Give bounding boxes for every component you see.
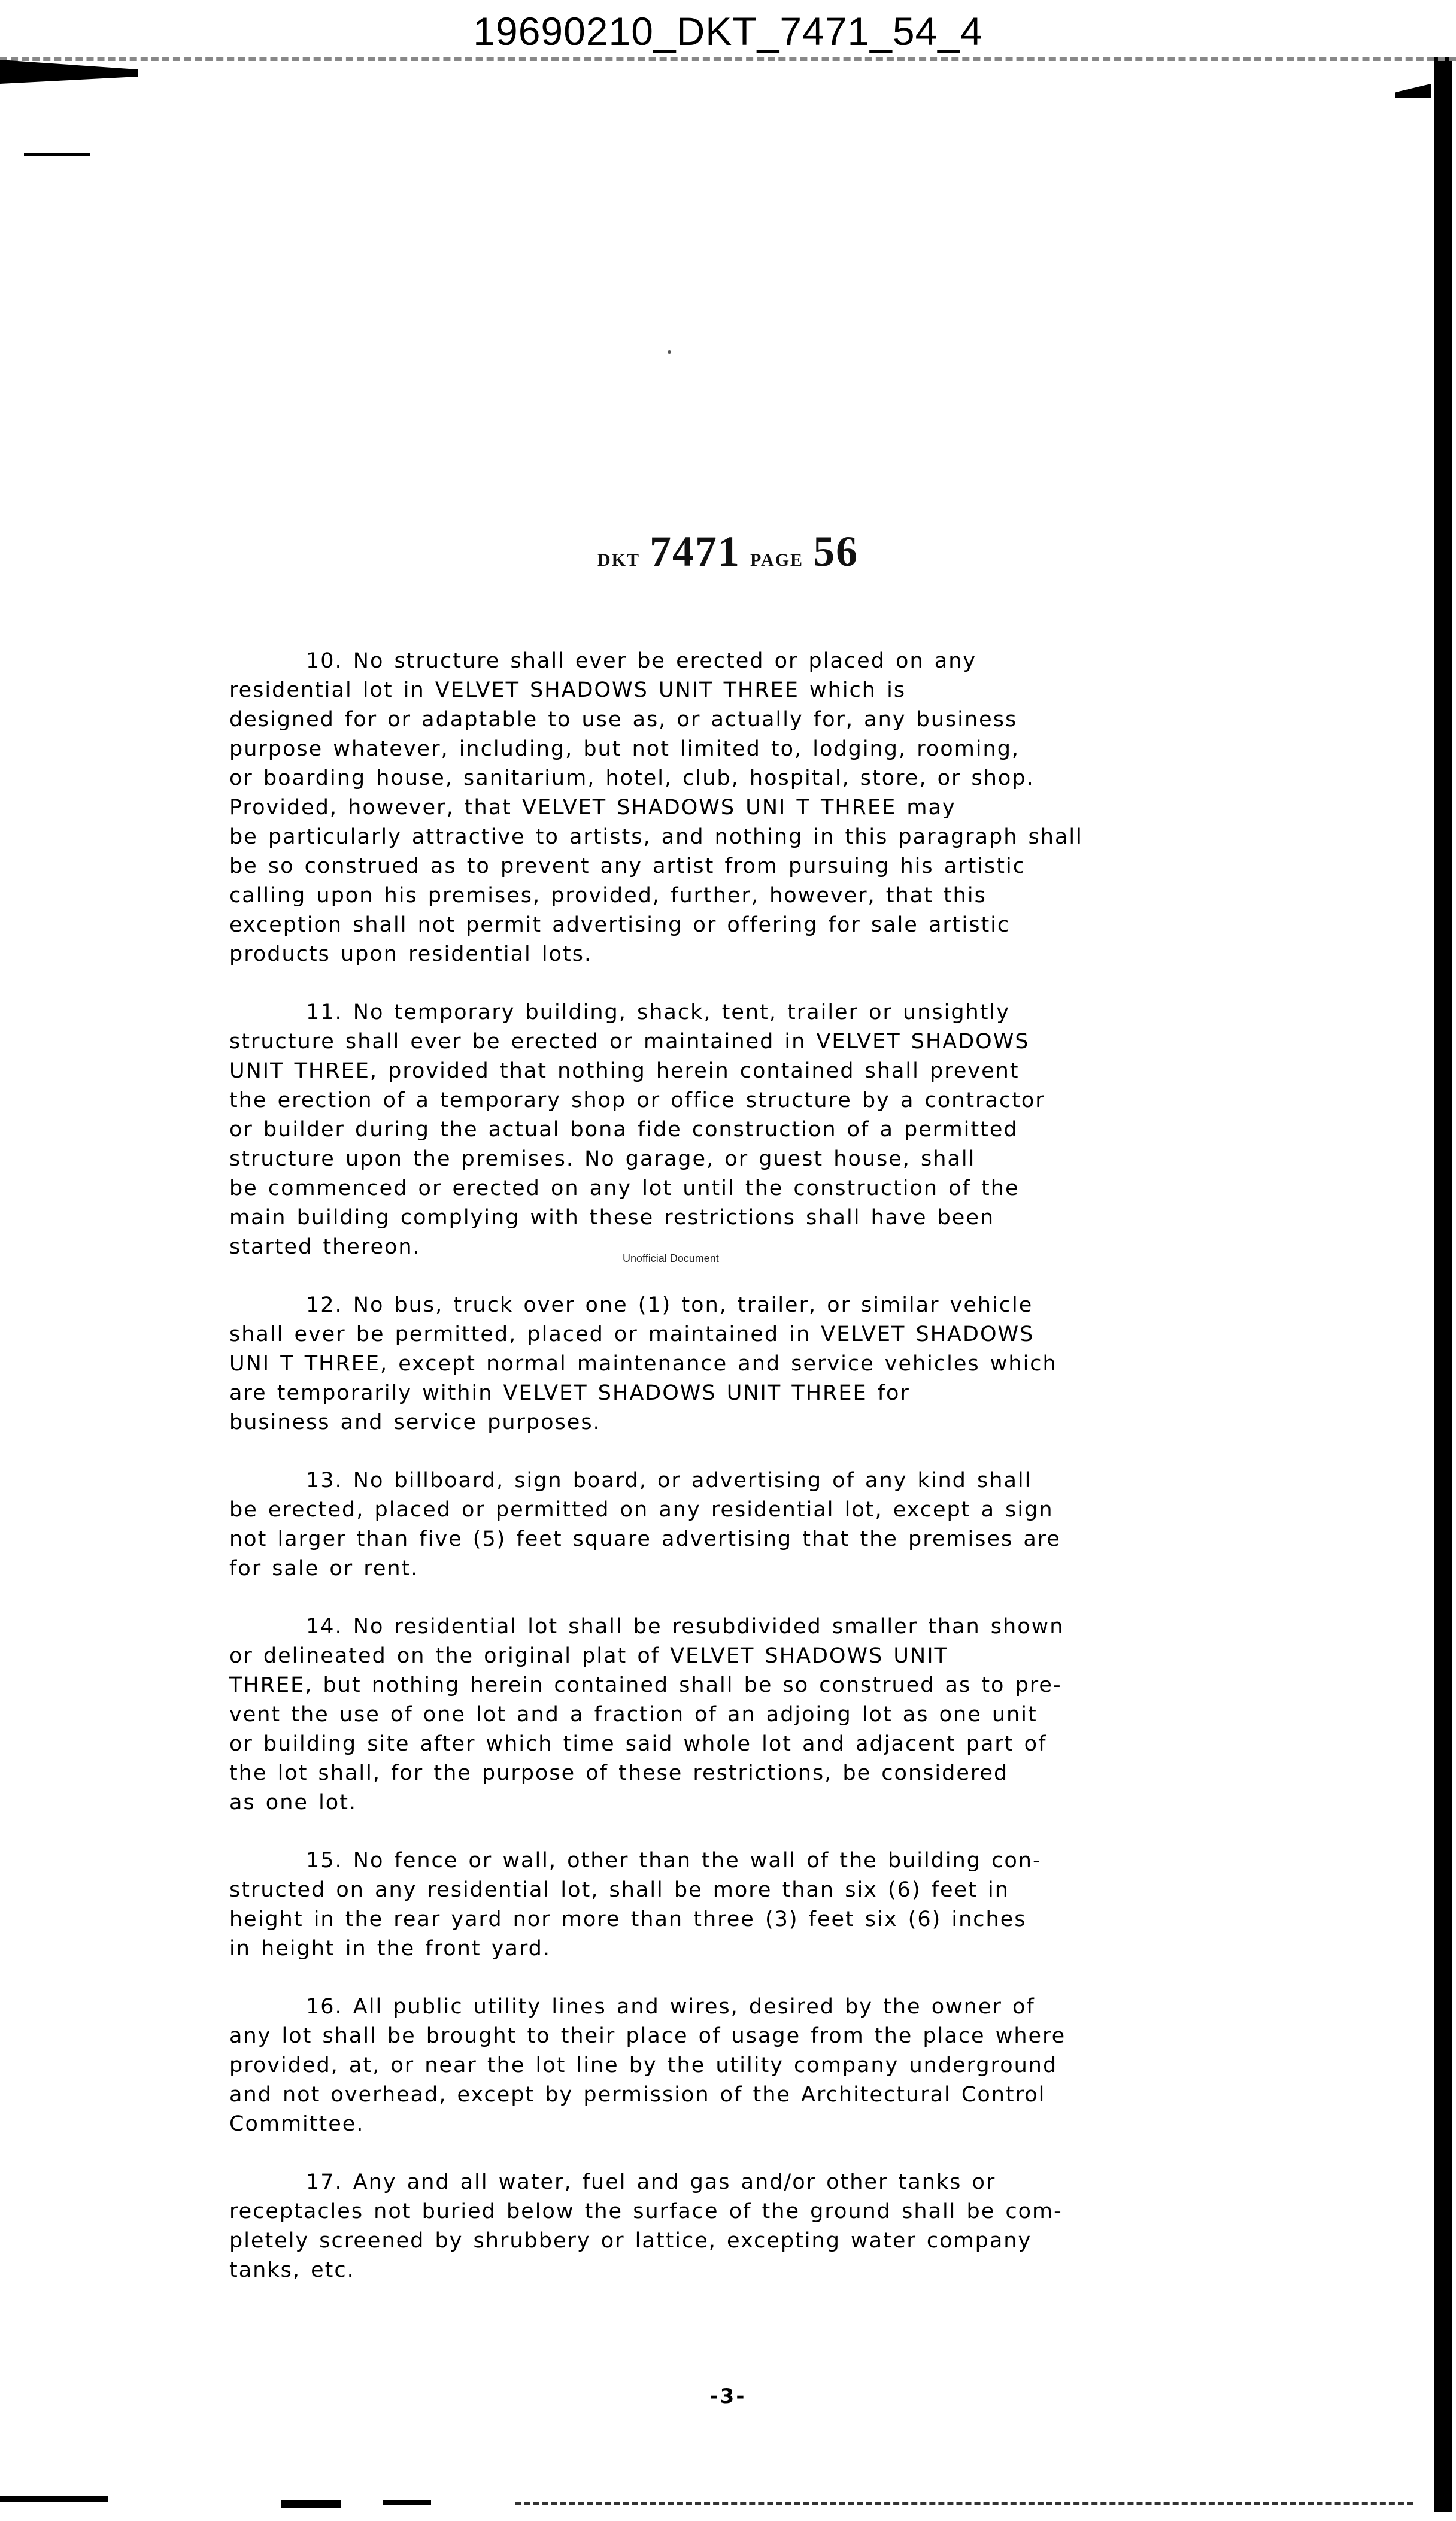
paragraph-line: be commenced or erected on any lot until the construction of the <box>229 1176 1020 1200</box>
paragraph-line: business and service purposes. <box>229 1410 601 1434</box>
paragraph-line: as one lot. <box>229 1791 357 1815</box>
scan-mark-left <box>24 153 90 156</box>
restriction-paragraph <box>229 1291 1271 1437</box>
scan-top-edge <box>0 57 1456 69</box>
paragraph-line: be particularly attractive to artists, and nothing in this paragraph shall <box>229 825 1083 849</box>
paragraph-line: structed on any residential lot, shall be more than six (6) feet in <box>229 1878 1009 1902</box>
page-number: -3- <box>709 2385 747 2408</box>
docket-page-number: 56 <box>813 527 859 575</box>
paragraph-line: provided, at, or near the lot line by the utility company underground <box>229 2053 1058 2077</box>
paragraph-line: receptacles not buried below the surface of the ground shall be com- <box>229 2200 1063 2223</box>
paragraph-line: structure shall ever be erected or maintained in VELVET SHADOWS <box>229 1030 1030 1054</box>
paragraph-line: any lot shall be brought to their place of usage from the place where <box>229 2024 1066 2048</box>
paragraph-line: for sale or rent. <box>229 1557 419 1580</box>
header-bar <box>0 0 1456 57</box>
restriction-paragraph <box>229 647 1271 969</box>
page-label: PAGE <box>750 550 804 570</box>
scan-mark-bottom <box>383 2500 431 2505</box>
paragraph-line: residential lot in VELVET SHADOWS UNIT THREE which is <box>229 678 906 702</box>
unofficial-watermark: Unofficial Document <box>623 1252 719 1264</box>
restriction-paragraph <box>229 998 1271 1262</box>
paragraph-line: not larger than five (5) feet square advertising that the premises are <box>229 1527 1061 1551</box>
paragraph-line: be erected, placed or permitted on any residential lot, except a sign <box>229 1498 1054 1522</box>
paragraph-line: 14. No residential lot shall be resubdivided smaller than shown <box>306 1615 1064 1639</box>
restriction-paragraph <box>229 1846 1271 1964</box>
paragraph-line: Provided, however, that VELVET SHADOWS UNI T THREE may <box>229 796 956 820</box>
paragraph-line: 13. No billboard, sign board, or advertising of any kind shall <box>306 1469 1032 1492</box>
paragraph-line: 12. No bus, truck over one (1) ton, trailer, or similar vehicle <box>306 1293 1033 1317</box>
restriction-paragraph <box>229 1466 1271 1583</box>
paragraph-line: 16. All public utility lines and wires, desired by the owner of <box>306 1995 1035 2019</box>
document-id: 19690210_DKT_7471_54_4 <box>473 9 983 53</box>
paragraph-line: started thereon. <box>229 1235 421 1259</box>
paragraph-line: shall ever be permitted, placed or maintained in VELVET SHADOWS <box>229 1322 1035 1346</box>
paragraph-line: 10. No structure shall ever be erected or placed on any <box>306 649 977 673</box>
paragraph-line: the lot shall, for the purpose of these restrictions, be considered <box>229 1761 1009 1785</box>
paragraph-line: tanks, etc. <box>229 2258 355 2282</box>
paragraph-line: designed for or adaptable to use as, or actually for, any business <box>229 708 1018 732</box>
paragraph-line: main building complying with these restrictions shall have been <box>229 1206 995 1230</box>
paragraph-line: Committee. <box>229 2112 365 2136</box>
paragraph-line: or boarding house, sanitarium, hotel, club, hospital, store, or shop. <box>229 766 1035 790</box>
paragraph-line: be so construed as to prevent any artist from pursuing his artistic <box>229 854 1026 878</box>
paragraph-line: or building site after which time said whole lot and adjacent part of <box>229 1732 1047 1756</box>
paragraph-line: pletely screened by shrubbery or lattice, excepting water company <box>229 2229 1032 2253</box>
restriction-paragraph <box>229 1612 1271 1818</box>
scan-bottom-edge <box>515 2502 1413 2505</box>
paragraph-line: calling upon his premises, provided, further, however, that this <box>229 884 987 908</box>
paragraph-line: height in the rear yard nor more than three (3) feet six (6) inches <box>229 1907 1027 1931</box>
restriction-paragraph <box>229 1992 1271 2139</box>
paragraph-line: and not overhead, except by permission of the Architectural Control <box>229 2083 1046 2107</box>
scan-mark-bottom <box>281 2500 341 2508</box>
paragraph-line: structure upon the premises. No garage, or guest house, shall <box>229 1147 976 1171</box>
paragraph-line: in height in the front yard. <box>229 1937 551 1961</box>
scan-mark-bottom <box>0 2496 108 2502</box>
paragraph-line: products upon residential lots. <box>229 942 593 966</box>
paragraph-line: or builder during the actual bona fide construction of a permitted <box>229 1118 1018 1142</box>
restrictions-body <box>229 647 1271 2314</box>
paragraph-line: 17. Any and all water, fuel and gas and/or other tanks or <box>306 2170 996 2194</box>
paragraph-line: purpose whatever, including, but not limited to, lodging, rooming, <box>229 737 1020 761</box>
paragraph-line: UNIT THREE, provided that nothing herein contained shall prevent <box>229 1059 1020 1083</box>
paragraph-line: THREE, but nothing herein contained shall be so construed as to pre- <box>229 1673 1062 1697</box>
paragraph-line: are temporarily within VELVET SHADOWS UNIT THREE for <box>229 1381 910 1405</box>
paragraph-line: exception shall not permit advertising or offering for sale artistic <box>229 913 1011 937</box>
docket-page-stamp <box>0 527 1456 577</box>
scan-speck <box>668 350 671 354</box>
paragraph-line: 11. No temporary building, shack, tent, trailer or unsightly <box>306 1000 1010 1024</box>
paragraph-line: 15. No fence or wall, other than the wall of the building con- <box>306 1849 1042 1873</box>
docket-number: 7471 <box>649 527 741 575</box>
paragraph-line: or delineated on the original plat of VELVET SHADOWS UNIT <box>229 1644 948 1668</box>
paragraph-line: vent the use of one lot and a fraction of an adjoing lot as one unit <box>229 1703 1038 1727</box>
docket-prefix: DKT <box>597 550 640 570</box>
paragraph-line: the erection of a temporary shop or office structure by a contractor <box>229 1088 1045 1112</box>
restriction-paragraph <box>229 2168 1271 2285</box>
paragraph-line: UNI T THREE, except normal maintenance and service vehicles which <box>229 1352 1057 1376</box>
